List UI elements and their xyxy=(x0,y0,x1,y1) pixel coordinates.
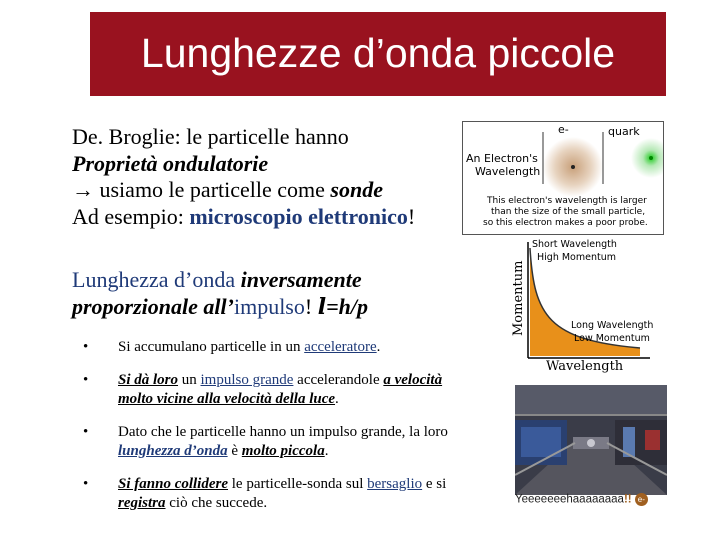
bullet-item xyxy=(80,423,480,461)
quark-label: quark xyxy=(608,125,640,138)
intro-line-3 xyxy=(72,177,472,204)
probe-word: sonde xyxy=(330,177,383,202)
bullet-segment: Dato che le particelle hanno un impulso grande, la loro xyxy=(118,424,448,440)
bullet-segment: acceleratore xyxy=(304,339,377,355)
high-momentum-label: High Momentum xyxy=(537,252,616,263)
caption-text: Yeeeeeeehaaaaaaaa xyxy=(515,493,624,506)
bullet-segment: le particelle-sonda sul xyxy=(228,476,368,492)
wavelength-formula-text xyxy=(72,266,492,321)
inverse-proportional-text: inversamente proporzionale all’ xyxy=(72,267,362,319)
bullet-marker: • xyxy=(83,424,89,440)
bullet-marker: • xyxy=(83,372,89,388)
bullet-segment: ciò che succede. xyxy=(165,495,268,511)
bullet-segment: accelerandole xyxy=(293,372,384,388)
bullet-list xyxy=(80,338,480,527)
electron-note-line-3: so this electron makes a poor probe. xyxy=(483,218,648,228)
page-title: Lunghezze d’onda piccole xyxy=(140,30,616,76)
low-momentum-label: Low Momentum xyxy=(574,333,650,344)
bullet-marker: • xyxy=(83,476,89,492)
momentum-term: impulso xyxy=(233,294,305,319)
bullet-segment: è xyxy=(227,443,242,459)
bullet-segment: lunghezza d’onda xyxy=(118,443,228,459)
intro-line-3-prefix: → usiamo le particelle come xyxy=(72,177,331,202)
bullet-segment: registra xyxy=(118,495,166,511)
accelerator-photo xyxy=(515,385,667,495)
quark-glow xyxy=(631,138,663,178)
bullet-segment: Si fanno collidere xyxy=(118,476,229,492)
bullet-text xyxy=(118,371,480,409)
wavelength-term: Lunghezza d’onda xyxy=(72,267,236,292)
intro-line-4-prefix: Ad esempio: xyxy=(72,203,190,229)
lambda-symbol: l xyxy=(317,294,327,320)
bullet-segment: e si xyxy=(422,476,447,492)
bullet-text xyxy=(118,338,480,357)
title-banner xyxy=(90,12,666,96)
formula-punctuation: ! xyxy=(304,294,318,319)
bullet-marker: • xyxy=(83,339,89,355)
electron-microscope-text: microscopio elettronico xyxy=(189,203,408,229)
bullet-segment: . xyxy=(335,391,339,407)
intro-paragraph xyxy=(72,124,472,230)
intro-line-4-suffix: ! xyxy=(407,203,416,229)
momentum-wavelength-graph xyxy=(510,238,660,374)
accelerator-tunnel-image xyxy=(515,385,667,495)
short-wavelength-label: Short Wavelength xyxy=(532,239,617,250)
electron-dot xyxy=(571,165,575,169)
caption-exclamation: !! xyxy=(623,493,632,506)
electron-note-line-2: than the size of the small particle, xyxy=(491,207,646,217)
y-axis-label: Momentum xyxy=(511,260,526,336)
equation-text: =h/p xyxy=(326,294,368,319)
x-axis-label: Wavelength xyxy=(546,359,624,374)
bullet-segment: Si dà loro xyxy=(118,372,179,388)
wavelength-label-line-2: Wavelength xyxy=(475,165,541,178)
momentum-wavelength-svg xyxy=(510,238,660,374)
intro-line-4 xyxy=(72,204,472,231)
bullet-segment: . xyxy=(324,443,329,459)
bullet-segment: . xyxy=(376,339,381,355)
bullet-segment: molto piccola xyxy=(241,443,325,459)
accelerator-caption xyxy=(515,493,675,511)
bullet-item xyxy=(80,371,480,409)
electron-badge-icon: e- xyxy=(635,493,648,506)
electron-wavelength-figure xyxy=(462,121,664,235)
bullet-segment: Si accumulano particelle in un xyxy=(118,339,305,355)
bullet-segment: a velocità molto vicine alla velocità della luce xyxy=(118,372,443,407)
bullet-text xyxy=(118,423,480,461)
electron-note-line-1: This electron's wavelength is larger xyxy=(487,196,647,206)
bullet-item xyxy=(80,475,480,513)
bullet-segment: impulso grande xyxy=(200,372,294,388)
intro-line-2 xyxy=(72,151,472,178)
bullet-segment: bersaglio xyxy=(367,476,423,492)
electron-label: e- xyxy=(558,123,569,136)
quark-dot xyxy=(649,156,653,160)
bullet-text xyxy=(118,475,480,513)
long-wavelength-label: Long Wavelength xyxy=(571,320,654,331)
wave-properties-text: Proprietà ondulatorie xyxy=(72,150,269,176)
intro-line-1: De. Broglie: le particelle hanno xyxy=(72,124,349,149)
wavelength-label-line-1: An Electron's xyxy=(466,152,538,165)
electron-wavelength-diagram xyxy=(463,122,663,234)
bullet-segment: un xyxy=(178,372,201,388)
bullet-item xyxy=(80,338,480,357)
